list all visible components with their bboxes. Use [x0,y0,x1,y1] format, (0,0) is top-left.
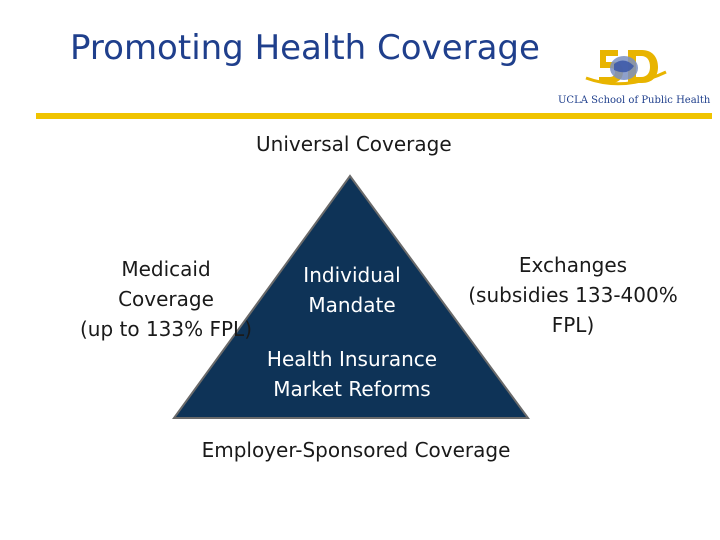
inner-bottom-label: Health Insurance Market Reforms [266,347,438,401]
logo-caption: UCLA School of Public Health [558,95,711,106]
slide-title: Promoting Health Coverage [70,28,540,68]
apex-label: Universal Coverage [256,132,452,156]
center-label: Individual Mandate [303,263,401,317]
right-label: Exchanges (subsidies 133-400% FPL) [468,253,678,337]
base-label: Employer-Sponsored Coverage [201,438,511,462]
left-label: Medicaid Coverage (up to 133% FPL) [79,257,252,341]
